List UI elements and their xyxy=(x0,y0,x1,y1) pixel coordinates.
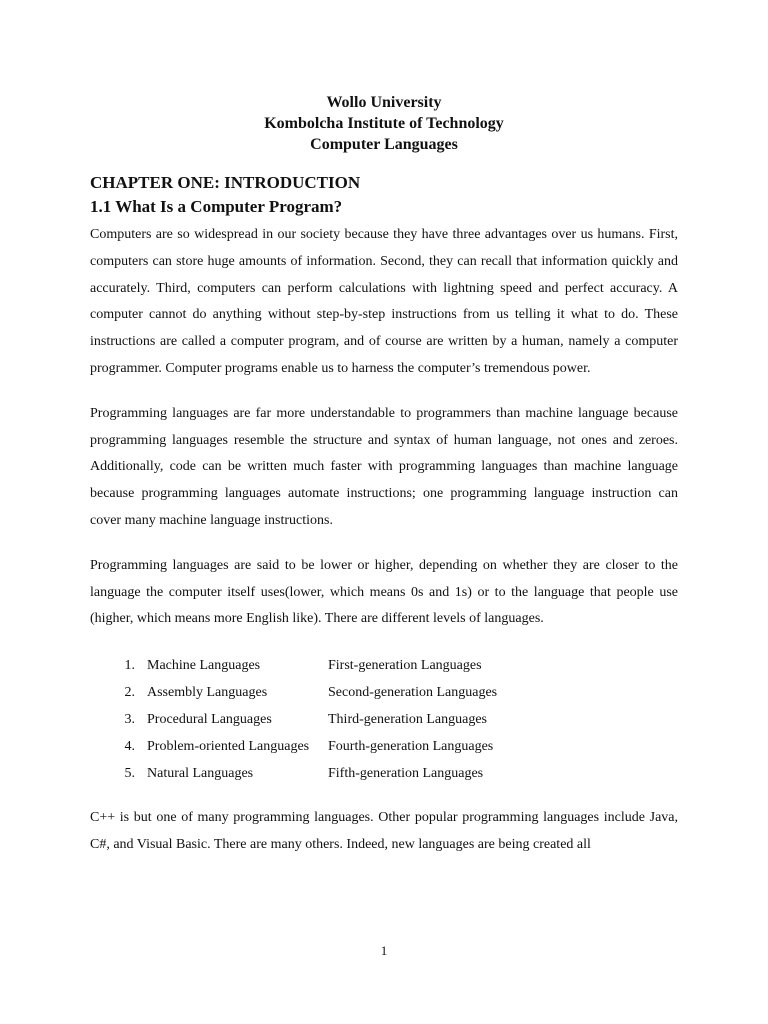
course-title: Computer Languages xyxy=(310,136,458,153)
list-item xyxy=(90,733,678,760)
language-generation: Fifth-generation Languages xyxy=(328,766,484,782)
paragraph-intro: Computers are so widespread in our society because they have three advantages over us humans. First, computers can store huge amounts of information. Second, they can recall that information quickly and accurately. Third, computers can perform calculations with lightning speed and perfect accuracy. A computer cannot do anything without step-by-step instructions from us telling it what to do. These instructions are called a computer program, and of course are written by a human, namely a computer programmer. Computer programs enable us to harness the computer’s tremendous power. xyxy=(90,227,678,376)
list-item-number: 3. xyxy=(124,712,135,728)
list-item xyxy=(90,760,678,787)
language-name: Procedural Languages xyxy=(147,712,272,728)
list-item-number: 1. xyxy=(124,658,135,674)
list-item-number: 5. xyxy=(124,766,135,782)
language-name: Problem-oriented Languages xyxy=(147,739,310,755)
chapter-title: CHAPTER ONE: INTRODUCTION xyxy=(90,173,361,192)
paragraph-language-levels: Programming languages are said to be lower or higher, depending on whether they are closer to the language the computer itself uses(lower, which means 0s and 1s) or to the language that people use (higher, which means more English like). There are different levels of languages. xyxy=(90,557,678,627)
language-generation: First-generation Languages xyxy=(328,658,482,674)
paragraph-programming-languages: Programming languages are far more understandable to programmers than machine language because programming languages resemble the structure and syntax of human language, not ones and zeroes. Additionally, code can be written much faster with programming languages than machine language because programming languages automate instructions; one programming language instruction can cover many machine language instructions. xyxy=(90,405,678,528)
language-name: Assembly Languages xyxy=(147,685,268,701)
document-header xyxy=(90,92,678,155)
language-name: Natural Languages xyxy=(147,766,254,782)
list-item-number: 4. xyxy=(124,739,135,755)
list-item xyxy=(90,706,678,733)
paragraph-cpp: C++ is but one of many programming languages. Other popular programming languages include Java, C#, and Visual Basic. There are many others. Indeed, new languages are being created all xyxy=(90,810,678,852)
section-title: 1.1 What Is a Computer Program? xyxy=(90,197,343,216)
institute-name: Kombolcha Institute of Technology xyxy=(264,115,504,132)
list-item-number: 2. xyxy=(124,685,135,701)
list-item xyxy=(90,679,678,706)
language-name: Machine Languages xyxy=(147,658,261,674)
university-name: Wollo University xyxy=(326,94,442,111)
language-generation: Fourth-generation Languages xyxy=(328,739,494,755)
page-number: 1 xyxy=(380,943,388,958)
language-levels-list xyxy=(90,652,678,787)
language-generation: Second-generation Languages xyxy=(328,685,498,701)
language-generation: Third-generation Languages xyxy=(328,712,487,728)
list-item xyxy=(90,652,678,679)
